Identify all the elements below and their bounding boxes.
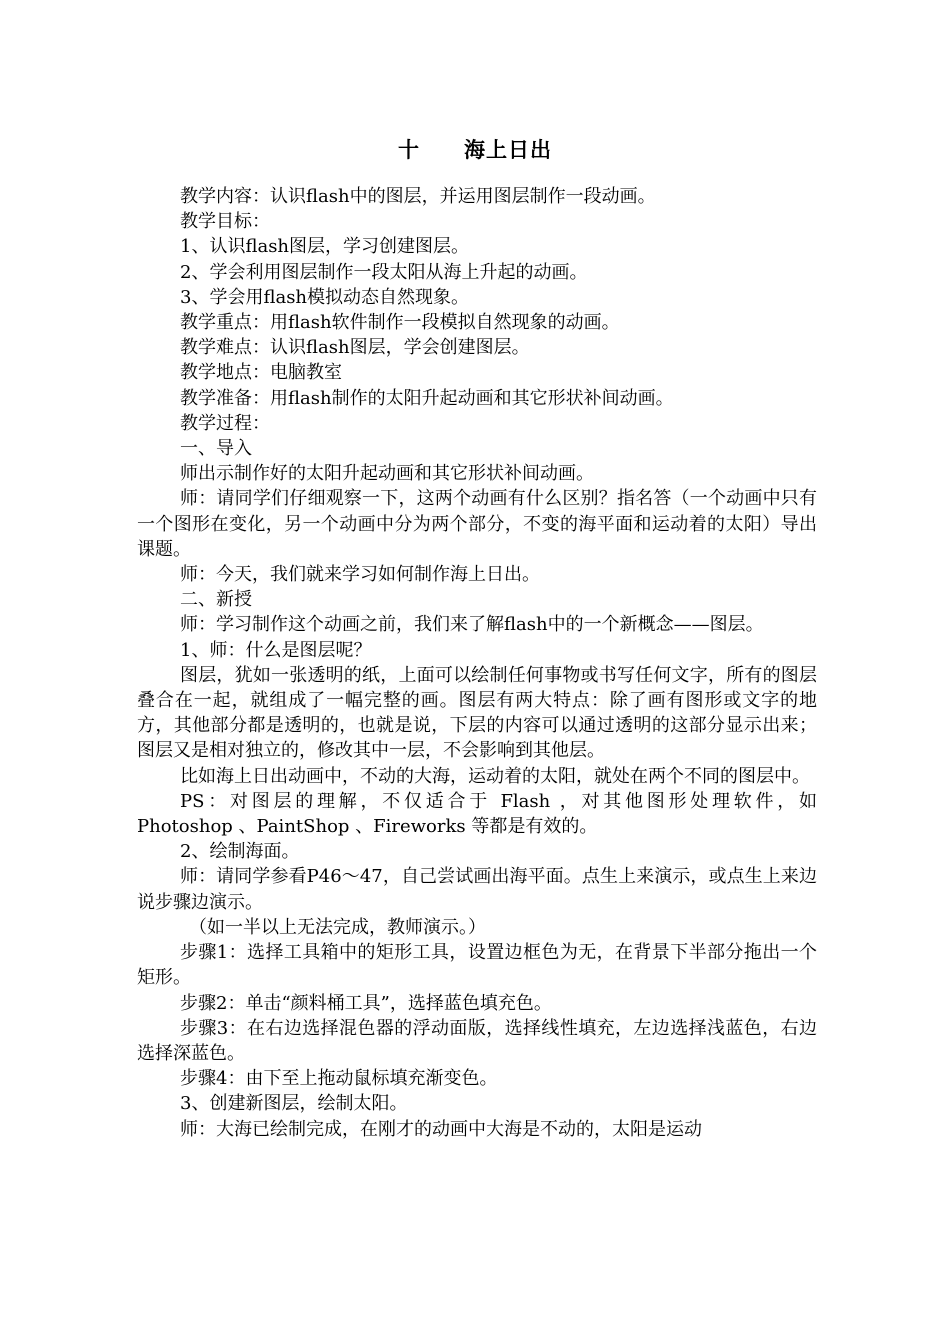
document-title: 十 海上日出: [398, 137, 552, 162]
paragraph: 师：学习制作这个动画之前，我们来了解flash中的一个新概念——图层。: [180, 614, 764, 636]
paragraph: 步骤2：单击“颜料桶工具”，选择蓝色填充色。: [180, 992, 552, 1014]
paragraph: PS：对图层的理解，不仅适合于 Flash ，对其他图形处理软件，如 Photoshop 、PaintShop 、Fireworks 等都是有效的。: [137, 790, 817, 838]
paragraph: 师：今天，我们就来学习如何制作海上日出。: [180, 564, 540, 586]
paragraph: 教学过程：: [180, 412, 270, 434]
paragraph: 一、导入: [180, 438, 252, 460]
paragraph: 教学重点：用flash软件制作一段模拟自然现象的动画。: [180, 312, 620, 334]
paragraph: 1、师：什么是图层呢？: [180, 639, 372, 661]
paragraph: 教学内容：认识flash中的图层，并运用图层制作一段动画。: [180, 186, 656, 207]
paragraph: 教学准备：用flash制作的太阳升起动画和其它形状补间动画。: [180, 387, 674, 409]
paragraph: 教学地点：电脑教室: [180, 362, 342, 384]
paragraph: 步骤4：由下至上拖动鼠标填充渐变色。: [180, 1068, 498, 1090]
paragraph: 1、认识flash图层，学习创建图层。: [180, 236, 470, 258]
paragraph: （如一半以上无法完成，教师演示。）: [189, 916, 486, 938]
paragraph: 师：大海已绘制完成，在刚才的动画中大海是不动的，太阳是运动: [180, 1118, 702, 1140]
paragraph: 步骤1：选择工具箱中的矩形工具，设置边框色为无，在背景下半部分拖出一个矩形。: [137, 942, 817, 989]
paragraph: 图层，犹如一张透明的纸，上面可以绘制任何事物或书写任何文字，所有的图层叠合在一起，就组成了一幅完整的画。图层有两大特点：除了画有图形或文字的地方，其他部分都是透明的，也就是说，下层的内容可以通过透明的这部分显示出来；图层又是相对独立的，修改其中一层，不会影响到其他层。: [137, 664, 817, 762]
paragraph: 师：请同学们仔细观察一下，这两个动画有什么区别？指名答（一个动画中只有一个图形在变化，另一个动画中分为两个部分，不变的海平面和运动着的太阳）导出课题。: [137, 488, 817, 560]
paragraph: 二、新授: [180, 589, 252, 611]
paragraph: 3、学会用flash模拟动态自然现象。: [180, 286, 470, 308]
paragraph: 2、绘制海面。: [180, 841, 300, 863]
paragraph: 3、创建新图层，绘制太阳。: [180, 1093, 408, 1115]
paragraph: 师：请同学参看P46～47，自己尝试画出海平面。点生上来演示，或点生上来边说步骤边演示。: [137, 866, 817, 913]
paragraph: 比如海上日出动画中，不动的大海，运动着的太阳，就处在两个不同的图层中。: [180, 765, 810, 787]
paragraph: 2、学会利用图层制作一段太阳从海上升起的动画。: [180, 261, 588, 283]
paragraph: 步骤3：在右边选择混色器的浮动面版，选择线性填充，左边选择浅蓝色，右边选择深蓝色。: [137, 1017, 817, 1064]
document-body: [137, 184, 817, 1142]
paragraph: 师出示制作好的太阳升起动画和其它形状补间动画。: [180, 463, 594, 485]
paragraph: 教学目标：: [180, 211, 270, 233]
paragraph: 教学难点：认识flash图层，学会创建图层。: [180, 337, 530, 359]
